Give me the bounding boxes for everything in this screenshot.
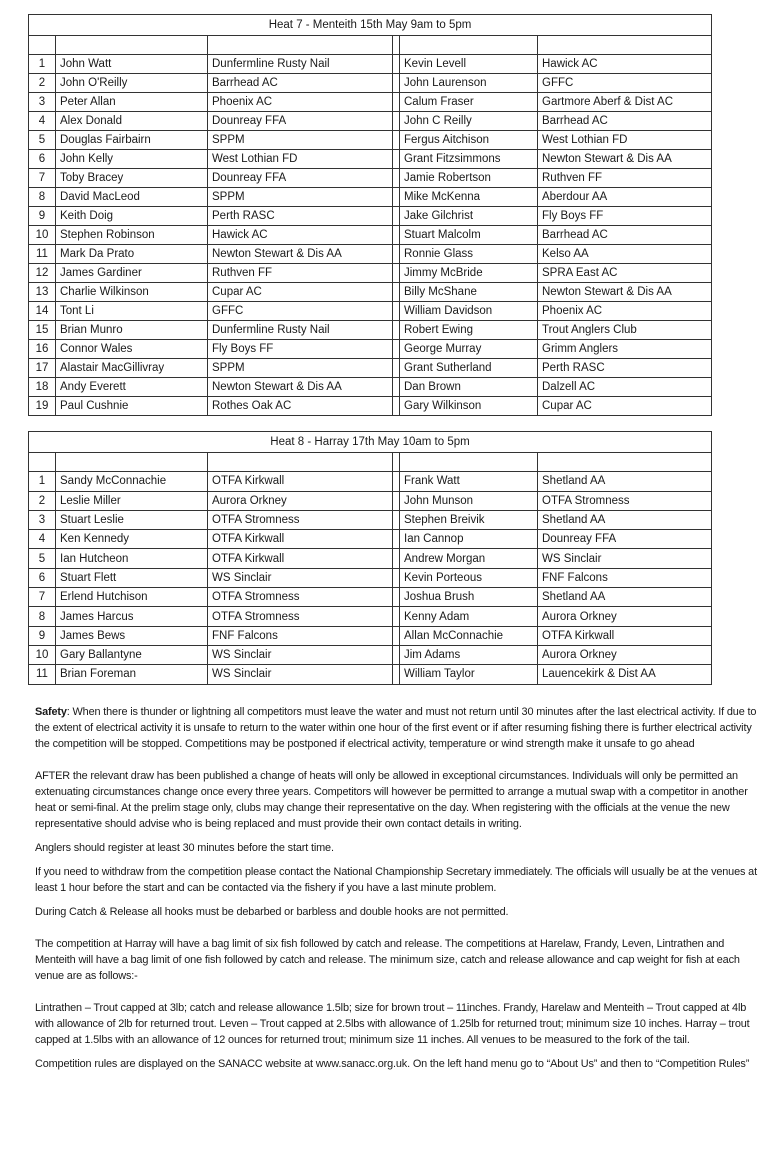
draw-number: 1 [29,55,56,74]
angler-name: Tont Li [56,302,208,321]
club-name: Shetland AA [538,588,712,607]
angler-name: Peter Allan [56,93,208,112]
table-row [29,112,712,131]
angler-name: Charlie Wilkinson [56,283,208,302]
angler-name: James Bews [56,626,208,645]
club-name: Trout Anglers Club [538,321,712,340]
club-name: WS Sinclair [208,568,393,587]
draw-number: 3 [29,510,56,529]
draw-number: 6 [29,568,56,587]
blank-cell [400,36,538,55]
angler-name: John C Reilly [400,112,538,131]
table-row [29,568,712,587]
angler-name: Stuart Leslie [56,510,208,529]
angler-name: Ian Cannop [400,530,538,549]
angler-name: John Kelly [56,150,208,169]
table-row [29,207,712,226]
table-row [29,397,712,416]
withdraw-note: If you need to withdraw from the competition please contact the National Championship Secretary immediately. The officials will usually be at the venues at least 1 hour before the start and can be contacted via the fishery if you have a last minute problem. [35,866,757,894]
angler-name: Dan Brown [400,378,538,397]
blank-cell [538,453,712,472]
draw-number: 8 [29,188,56,207]
blank-cell [393,453,400,472]
club-name: Gartmore Aberf & Dist AC [538,93,712,112]
safety-note [35,704,765,752]
draw-number: 7 [29,588,56,607]
table-row [29,188,712,207]
draw-number: 8 [29,607,56,626]
club-name: Dalzell AC [538,378,712,397]
draw-number: 3 [29,93,56,112]
angler-name: George Murray [400,340,538,359]
table-row [29,131,712,150]
draw-number: 14 [29,302,56,321]
club-name: SPPM [208,131,393,150]
spacer-cell [393,131,400,150]
angler-name: Robert Ewing [400,321,538,340]
blank-cell [208,453,393,472]
club-name: SPRA East AC [538,264,712,283]
angler-name: Mark Da Prato [56,245,208,264]
draw-number: 16 [29,340,56,359]
spacer-cell [393,607,400,626]
club-name: GFFC [208,302,393,321]
table-row [29,549,712,568]
spacer-cell [393,397,400,416]
angler-name: James Harcus [56,607,208,626]
club-name: OTFA Kirkwall [208,472,393,491]
angler-name: Gary Ballantyne [56,645,208,664]
club-name: OTFA Kirkwall [208,530,393,549]
draw-number: 12 [29,264,56,283]
angler-name: Jamie Robertson [400,169,538,188]
angler-name: David MacLeod [56,188,208,207]
club-name: Barrhead AC [538,112,712,131]
table-row [29,665,712,684]
club-name: Newton Stewart & Dis AA [538,283,712,302]
club-name: Phoenix AC [538,302,712,321]
club-name: Shetland AA [538,472,712,491]
table-row [29,169,712,188]
club-name: OTFA Stromness [208,607,393,626]
register-note: Anglers should register at least 30 minutes before the start time. [35,842,334,854]
club-name: Newton Stewart & Dis AA [538,150,712,169]
spacer-cell [393,188,400,207]
angler-name: Kenny Adam [400,607,538,626]
club-name: Aurora Orkney [208,491,393,510]
spacer-cell [393,665,400,684]
spacer-cell [393,226,400,245]
angler-name: John Munson [400,491,538,510]
table-row [29,491,712,510]
spacer-cell [393,264,400,283]
blank-cell [393,36,400,55]
table-row [29,472,712,491]
draw-number: 18 [29,378,56,397]
club-name: OTFA Kirkwall [208,549,393,568]
angler-name: Billy McShane [400,283,538,302]
club-name: Newton Stewart & Dis AA [208,378,393,397]
club-name: Ruthven FF [538,169,712,188]
club-name: GFFC [538,74,712,93]
club-name: OTFA Stromness [208,588,393,607]
club-name: Ruthven FF [208,264,393,283]
angler-name: Grant Fitzsimmons [400,150,538,169]
table-row [29,626,712,645]
club-name: Grimm Anglers [538,340,712,359]
draw-number: 6 [29,150,56,169]
angler-name: James Gardiner [56,264,208,283]
club-name: West Lothian FD [538,131,712,150]
spacer-cell [393,150,400,169]
club-name: OTFA Kirkwall [538,626,712,645]
spacer-cell [393,359,400,378]
club-name: OTFA Stromness [538,491,712,510]
spacer-cell [393,530,400,549]
draw-number: 15 [29,321,56,340]
angler-name: Ian Hutcheon [56,549,208,568]
table-row [29,378,712,397]
club-name: Perth RASC [208,207,393,226]
angler-name: William Davidson [400,302,538,321]
spacer-cell [393,645,400,664]
angler-name: Fergus Aitchison [400,131,538,150]
spacer-cell [393,245,400,264]
table-row [29,264,712,283]
angler-name: Gary Wilkinson [400,397,538,416]
angler-name: Andrew Morgan [400,549,538,568]
draw-number: 11 [29,245,56,264]
draw-number: 11 [29,665,56,684]
club-name: Aurora Orkney [538,607,712,626]
club-name: Cupar AC [208,283,393,302]
club-name: Phoenix AC [208,93,393,112]
blank-cell [400,453,538,472]
club-name: Dunfermline Rusty Nail [208,55,393,74]
spacer-cell [393,169,400,188]
draw-number: 2 [29,74,56,93]
table-row [29,607,712,626]
spacer-cell [393,112,400,131]
angler-name: Stuart Flett [56,568,208,587]
table-row [29,645,712,664]
spacer-cell [393,93,400,112]
club-name: West Lothian FD [208,150,393,169]
table-row [29,510,712,529]
heat-title: Heat 7 - Menteith 15th May 9am to 5pm [29,15,712,36]
angler-name: Erlend Hutchison [56,588,208,607]
spacer-cell [393,74,400,93]
club-name: Hawick AC [208,226,393,245]
angler-name: Frank Watt [400,472,538,491]
club-name: Dounreay FFA [208,169,393,188]
table-row [29,588,712,607]
club-name: Dounreay FFA [208,112,393,131]
angler-name: Brian Foreman [56,665,208,684]
spacer-cell [393,510,400,529]
club-name: Dounreay FFA [538,530,712,549]
heat-change-note: AFTER the relevant draw has been published a change of heats will only be allowed in exceptional circumstances. Individuals will only be permitted an extenuating circumstances change once every three years. Competitors will however be permitted to arrange a mutual swap with a competitor in another heat or semi-final. At the prelim stage only, clubs may change their representative on the day. When registering with the officials at the venue the new representative should advise who is being replaced and must provide their own contact details in writing. [35,770,748,830]
venue-rules-note: Lintrathen – Trout capped at 3lb; catch and release allowance 1.5lb; size for brown trout – 11inches. Frandy, Harelaw and Menteith – Trout capped at 4lb with allowance of 2lb for returned trout. Leven – Trout capped at 2.5lbs with allowance of 1.25lb for returned trout; minimum size 10 inches. Harray – trout capped at 1.5lbs with an allowance of 12 ounces for returned trout; minimum size 11 inches. All venues to be measured to the fork of the tail. [35,1002,750,1046]
angler-name: John Laurenson [400,74,538,93]
angler-name: Kevin Porteous [400,568,538,587]
heat-7-table [28,14,712,416]
club-name: Barrhead AC [538,226,712,245]
bag-limit-note: The competition at Harray will have a bag limit of six fish followed by catch and release. The competitions at Harelaw, Frandy, Leven, Lintrathen and Menteith will have a bag limit of one fish followed by catch and release. The minimum size, catch and release allowance and cap weight for fish at each venue are as follows:- [35,938,740,982]
angler-name: Joshua Brush [400,588,538,607]
draw-number: 4 [29,112,56,131]
blank-cell [29,453,56,472]
club-name: Aurora Orkney [538,645,712,664]
safety-label: Safety [35,706,67,718]
angler-name: Grant Sutherland [400,359,538,378]
club-name: Fly Boys FF [208,340,393,359]
club-name: Newton Stewart & Dis AA [208,245,393,264]
table-row [29,55,712,74]
table-row [29,226,712,245]
club-name: Lauencekirk & Dist AA [538,665,712,684]
spacer-cell [393,549,400,568]
draw-number: 5 [29,131,56,150]
club-name: WS Sinclair [208,665,393,684]
angler-name: Douglas Fairbairn [56,131,208,150]
angler-name: Alex Donald [56,112,208,131]
spacer-cell [393,302,400,321]
club-name: Cupar AC [538,397,712,416]
angler-name: Ken Kennedy [56,530,208,549]
draw-number: 9 [29,626,56,645]
club-name: Dunfermline Rusty Nail [208,321,393,340]
angler-name: Brian Munro [56,321,208,340]
spacer-cell [393,588,400,607]
club-name: WS Sinclair [538,549,712,568]
angler-name: Mike McKenna [400,188,538,207]
table-row [29,74,712,93]
blank-cell [56,453,208,472]
draw-number: 1 [29,472,56,491]
angler-name: John Watt [56,55,208,74]
club-name: FNF Falcons [208,626,393,645]
blank-cell [29,36,56,55]
angler-name: Jake Gilchrist [400,207,538,226]
club-name: Perth RASC [538,359,712,378]
table-row [29,340,712,359]
draw-number: 7 [29,169,56,188]
draw-number: 13 [29,283,56,302]
spacer-cell [393,207,400,226]
angler-name: Toby Bracey [56,169,208,188]
table-row [29,321,712,340]
angler-name: Allan McConnachie [400,626,538,645]
draw-number: 19 [29,397,56,416]
club-name: FNF Falcons [538,568,712,587]
draw-number: 4 [29,530,56,549]
blank-cell [538,36,712,55]
angler-name: Stephen Robinson [56,226,208,245]
angler-name: William Taylor [400,665,538,684]
table-row [29,93,712,112]
angler-name: Kevin Levell [400,55,538,74]
club-name: SPPM [208,359,393,378]
table-row [29,283,712,302]
spacer-cell [393,321,400,340]
competition-rules-note: Competition rules are displayed on the SANACC website at www.sanacc.org.uk. On the left hand menu go to “About Us” and then to “Competition Rules” [35,1058,750,1070]
spacer-cell [393,378,400,397]
heat-8-table [28,431,712,685]
table-row [29,359,712,378]
angler-name: Jim Adams [400,645,538,664]
club-name: Fly Boys FF [538,207,712,226]
club-name: Hawick AC [538,55,712,74]
spacer-cell [393,491,400,510]
club-name: Rothes Oak AC [208,397,393,416]
draw-number: 5 [29,549,56,568]
spacer-cell [393,55,400,74]
draw-number: 17 [29,359,56,378]
angler-name: Calum Fraser [400,93,538,112]
heat-title: Heat 8 - Harray 17th May 10am to 5pm [29,432,712,453]
spacer-cell [393,340,400,359]
table-row [29,150,712,169]
table-row [29,302,712,321]
hooks-note: During Catch & Release all hooks must be debarbed or barbless and double hooks are not permitted. [35,906,509,918]
blank-cell [56,36,208,55]
table-row [29,530,712,549]
club-name: OTFA Stromness [208,510,393,529]
draw-number: 2 [29,491,56,510]
draw-number: 10 [29,645,56,664]
club-name: Kelso AA [538,245,712,264]
blank-cell [208,36,393,55]
spacer-cell [393,472,400,491]
competition-notes [35,704,765,1080]
angler-name: Alastair MacGillivray [56,359,208,378]
angler-name: Jimmy McBride [400,264,538,283]
angler-name: Connor Wales [56,340,208,359]
club-name: Shetland AA [538,510,712,529]
club-name: Aberdour AA [538,188,712,207]
angler-name: Sandy McConnachie [56,472,208,491]
spacer-cell [393,626,400,645]
angler-name: Leslie Miller [56,491,208,510]
angler-name: Stephen Breivik [400,510,538,529]
angler-name: Andy Everett [56,378,208,397]
draw-number: 10 [29,226,56,245]
club-name: WS Sinclair [208,645,393,664]
draw-number: 9 [29,207,56,226]
spacer-cell [393,283,400,302]
spacer-cell [393,568,400,587]
angler-name: Keith Doig [56,207,208,226]
angler-name: John O'Reilly [56,74,208,93]
angler-name: Paul Cushnie [56,397,208,416]
club-name: Barrhead AC [208,74,393,93]
table-row [29,245,712,264]
safety-text: : When there is thunder or lightning all competitors must leave the water and must not return until 30 minutes after the last electrical activity. If due to the extent of electrical activity it is unsafe to return to the water within one hour of the first event or if after resuming fishing there is further electrical activity the competition will be stopped. Competitions may be postponed if electrical activity, temperature or wind strength make it unsafe to go ahead [35,706,757,750]
club-name: SPPM [208,188,393,207]
angler-name: Ronnie Glass [400,245,538,264]
angler-name: Stuart Malcolm [400,226,538,245]
